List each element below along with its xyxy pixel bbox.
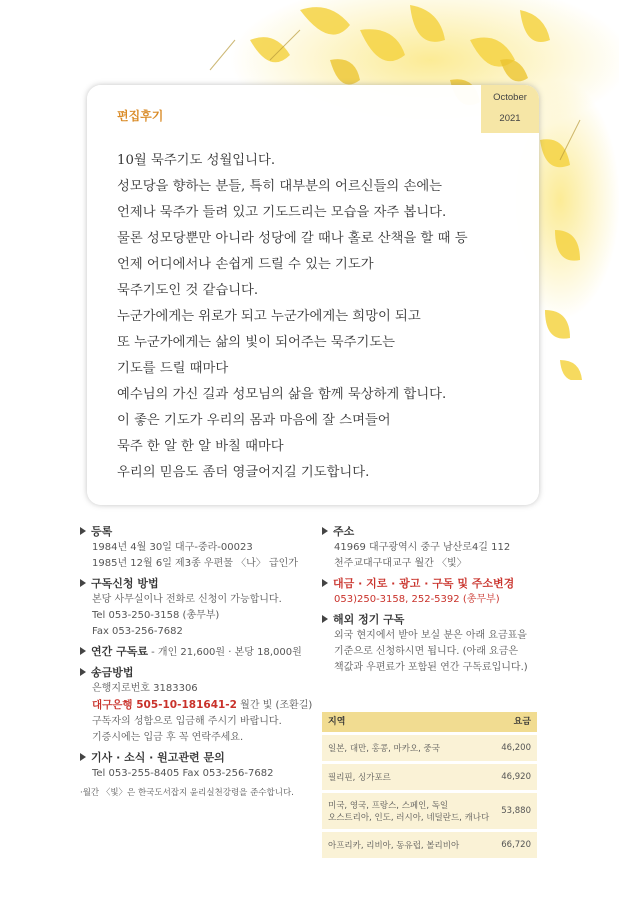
- registration-heading: 등록: [91, 525, 113, 538]
- issue-year: 2021: [499, 113, 521, 124]
- overseas-section: [322, 611, 552, 676]
- account-owner: 월간 빛 (조환길): [236, 700, 313, 711]
- rate-fee: 46,920: [501, 772, 531, 782]
- note-line: 이 좋은 기도가 우리의 몸과 마음에 잘 스며들어: [117, 413, 391, 428]
- payment-heading: 송금방법: [91, 666, 134, 679]
- note-line: 언제 어디에서나 손쉽게 드릴 수 있는 기도가: [117, 257, 374, 272]
- rate-region: 일본, 대만, 홍콩, 마카오, 중국: [328, 744, 440, 754]
- note-line: 기도를 드릴 때마다: [117, 361, 229, 376]
- fee-column-header: 요금: [513, 717, 531, 727]
- bullet-triangle-icon: [80, 668, 86, 676]
- note-line: 물론 성모당뿐만 아니라 성당에 갈 때나 홀로 산책을 할 때 등: [117, 231, 468, 246]
- payment-section: [80, 664, 313, 746]
- rate-fee: 53,880: [501, 806, 531, 816]
- issue-month: October: [493, 92, 527, 103]
- rate-row: [322, 793, 537, 829]
- subscribe-heading: 구독신청 방법: [91, 577, 159, 590]
- bullet-triangle-icon: [322, 615, 328, 623]
- subscribe-section: [80, 575, 310, 640]
- address-line: 천주교대구대교구 월간 〈빛〉: [334, 558, 467, 569]
- note-line: 예수님의 가신 길과 성모님의 삶을 함께 묵상하게 합니다.: [117, 387, 447, 402]
- inquiry-section: [80, 749, 310, 782]
- bullet-triangle-icon: [80, 527, 86, 535]
- rate-region: 오스트리아, 인도, 러시아, 네덜란드, 캐나다: [328, 813, 490, 823]
- left-info-column: [80, 523, 313, 801]
- fee-section: [80, 643, 310, 661]
- address-heading: 주소: [333, 525, 355, 538]
- overseas-line: 책값과 우편료가 포함된 연간 구독료입니다.): [334, 662, 528, 673]
- overseas-rate-table: [322, 712, 537, 858]
- note-line: 묵주 한 알 한 알 바칠 때마다: [117, 439, 284, 454]
- payment-note: 기증시에는 입금 후 꼭 연락주세요.: [92, 732, 244, 743]
- right-info-column: [322, 523, 552, 679]
- subscribe-tel: Tel 053-250-3158 (총무부): [92, 610, 220, 621]
- registration-line: 1985년 12월 6일 제3종 우편물 〈나〉 급인가: [92, 558, 298, 569]
- rate-row: [322, 735, 537, 761]
- note-line: 우리의 믿음도 좀더 영글어지길 기도합니다.: [117, 465, 370, 480]
- giro-number: 은행지로번호 3183306: [92, 683, 198, 694]
- bullet-triangle-icon: [80, 647, 86, 655]
- inquiry-heading: 기사 · 소식 · 원고관련 문의: [91, 751, 225, 764]
- note-line: 10월 묵주기도 성월입니다.: [117, 153, 276, 168]
- payment-note: 구독자의 성함으로 입금해 주시기 바랍니다.: [92, 716, 282, 727]
- editor-note-body: [117, 148, 527, 486]
- inquiry-contact: Tel 053-255-8405 Fax 053-256-7682: [92, 768, 274, 779]
- fee-detail: - 개인 21,600원 · 본당 18,000원: [147, 647, 302, 658]
- note-line: 언제나 묵주가 들려 있고 기도드리는 모습을 자주 봅니다.: [117, 205, 447, 220]
- registration-section: [80, 523, 310, 572]
- bullet-triangle-icon: [322, 527, 328, 535]
- issue-date-tab: [481, 85, 539, 133]
- subscribe-line: 본당 사무실이나 전화로 신청이 가능합니다.: [92, 594, 282, 605]
- rate-table-header: [322, 712, 537, 732]
- bullet-triangle-icon: [80, 579, 86, 587]
- fee-heading: 연간 구독료: [91, 645, 148, 658]
- registration-line: 1984년 4월 30일 대구-중라-00023: [92, 542, 253, 553]
- rate-row: [322, 764, 537, 790]
- region-column-header: 지역: [328, 717, 346, 727]
- note-line: 성모당을 향하는 분들, 특히 대부분의 어르신들의 손에는: [117, 179, 443, 194]
- change-heading: 대금 · 지로 · 광고 · 구독 및 주소변경: [333, 577, 515, 590]
- bullet-triangle-icon: [322, 579, 328, 587]
- overseas-line: 기준으로 신청하시면 됩니다. (아래 요금은: [334, 646, 519, 657]
- note-line: 누군가에게는 위로가 되고 누군가에게는 희망이 되고: [117, 309, 421, 324]
- ethics-footer: ·월간 〈빛〉은 한국도서잡지 윤리실천강령을 준수합니다.: [80, 788, 294, 798]
- bank-account: 대구은행 505-10-181641-2: [92, 699, 237, 711]
- change-section: [322, 575, 552, 608]
- rate-fee: 66,720: [501, 840, 531, 850]
- rate-row: [322, 832, 537, 858]
- note-line: 묵주기도인 것 같습니다.: [117, 283, 259, 298]
- rate-fee: 46,200: [501, 743, 531, 753]
- subscribe-fax: Fax 053-256-7682: [92, 626, 183, 637]
- rate-region: 아프리카, 리비아, 동유럽, 볼리비아: [328, 841, 460, 851]
- rate-region: 미국, 영국, 프랑스, 스페인, 독일: [328, 801, 449, 811]
- address-line: 41969 대구광역시 중구 남산로4길 112: [334, 542, 511, 553]
- address-section: [322, 523, 552, 572]
- rate-region: 필리핀, 싱가포르: [328, 773, 391, 783]
- editor-note-card: [87, 85, 539, 505]
- note-line: 또 누군가에게는 삶의 빛이 되어주는 묵주기도는: [117, 335, 396, 350]
- overseas-line: 외국 현지에서 받아 보실 분은 아래 요금표을: [334, 630, 527, 641]
- overseas-heading: 해외 정기 구독: [333, 613, 405, 626]
- change-phone: 053)250-3158, 252-5392 (총무부): [334, 594, 500, 605]
- editor-note-title: 편집후기: [117, 109, 164, 123]
- bullet-triangle-icon: [80, 753, 86, 761]
